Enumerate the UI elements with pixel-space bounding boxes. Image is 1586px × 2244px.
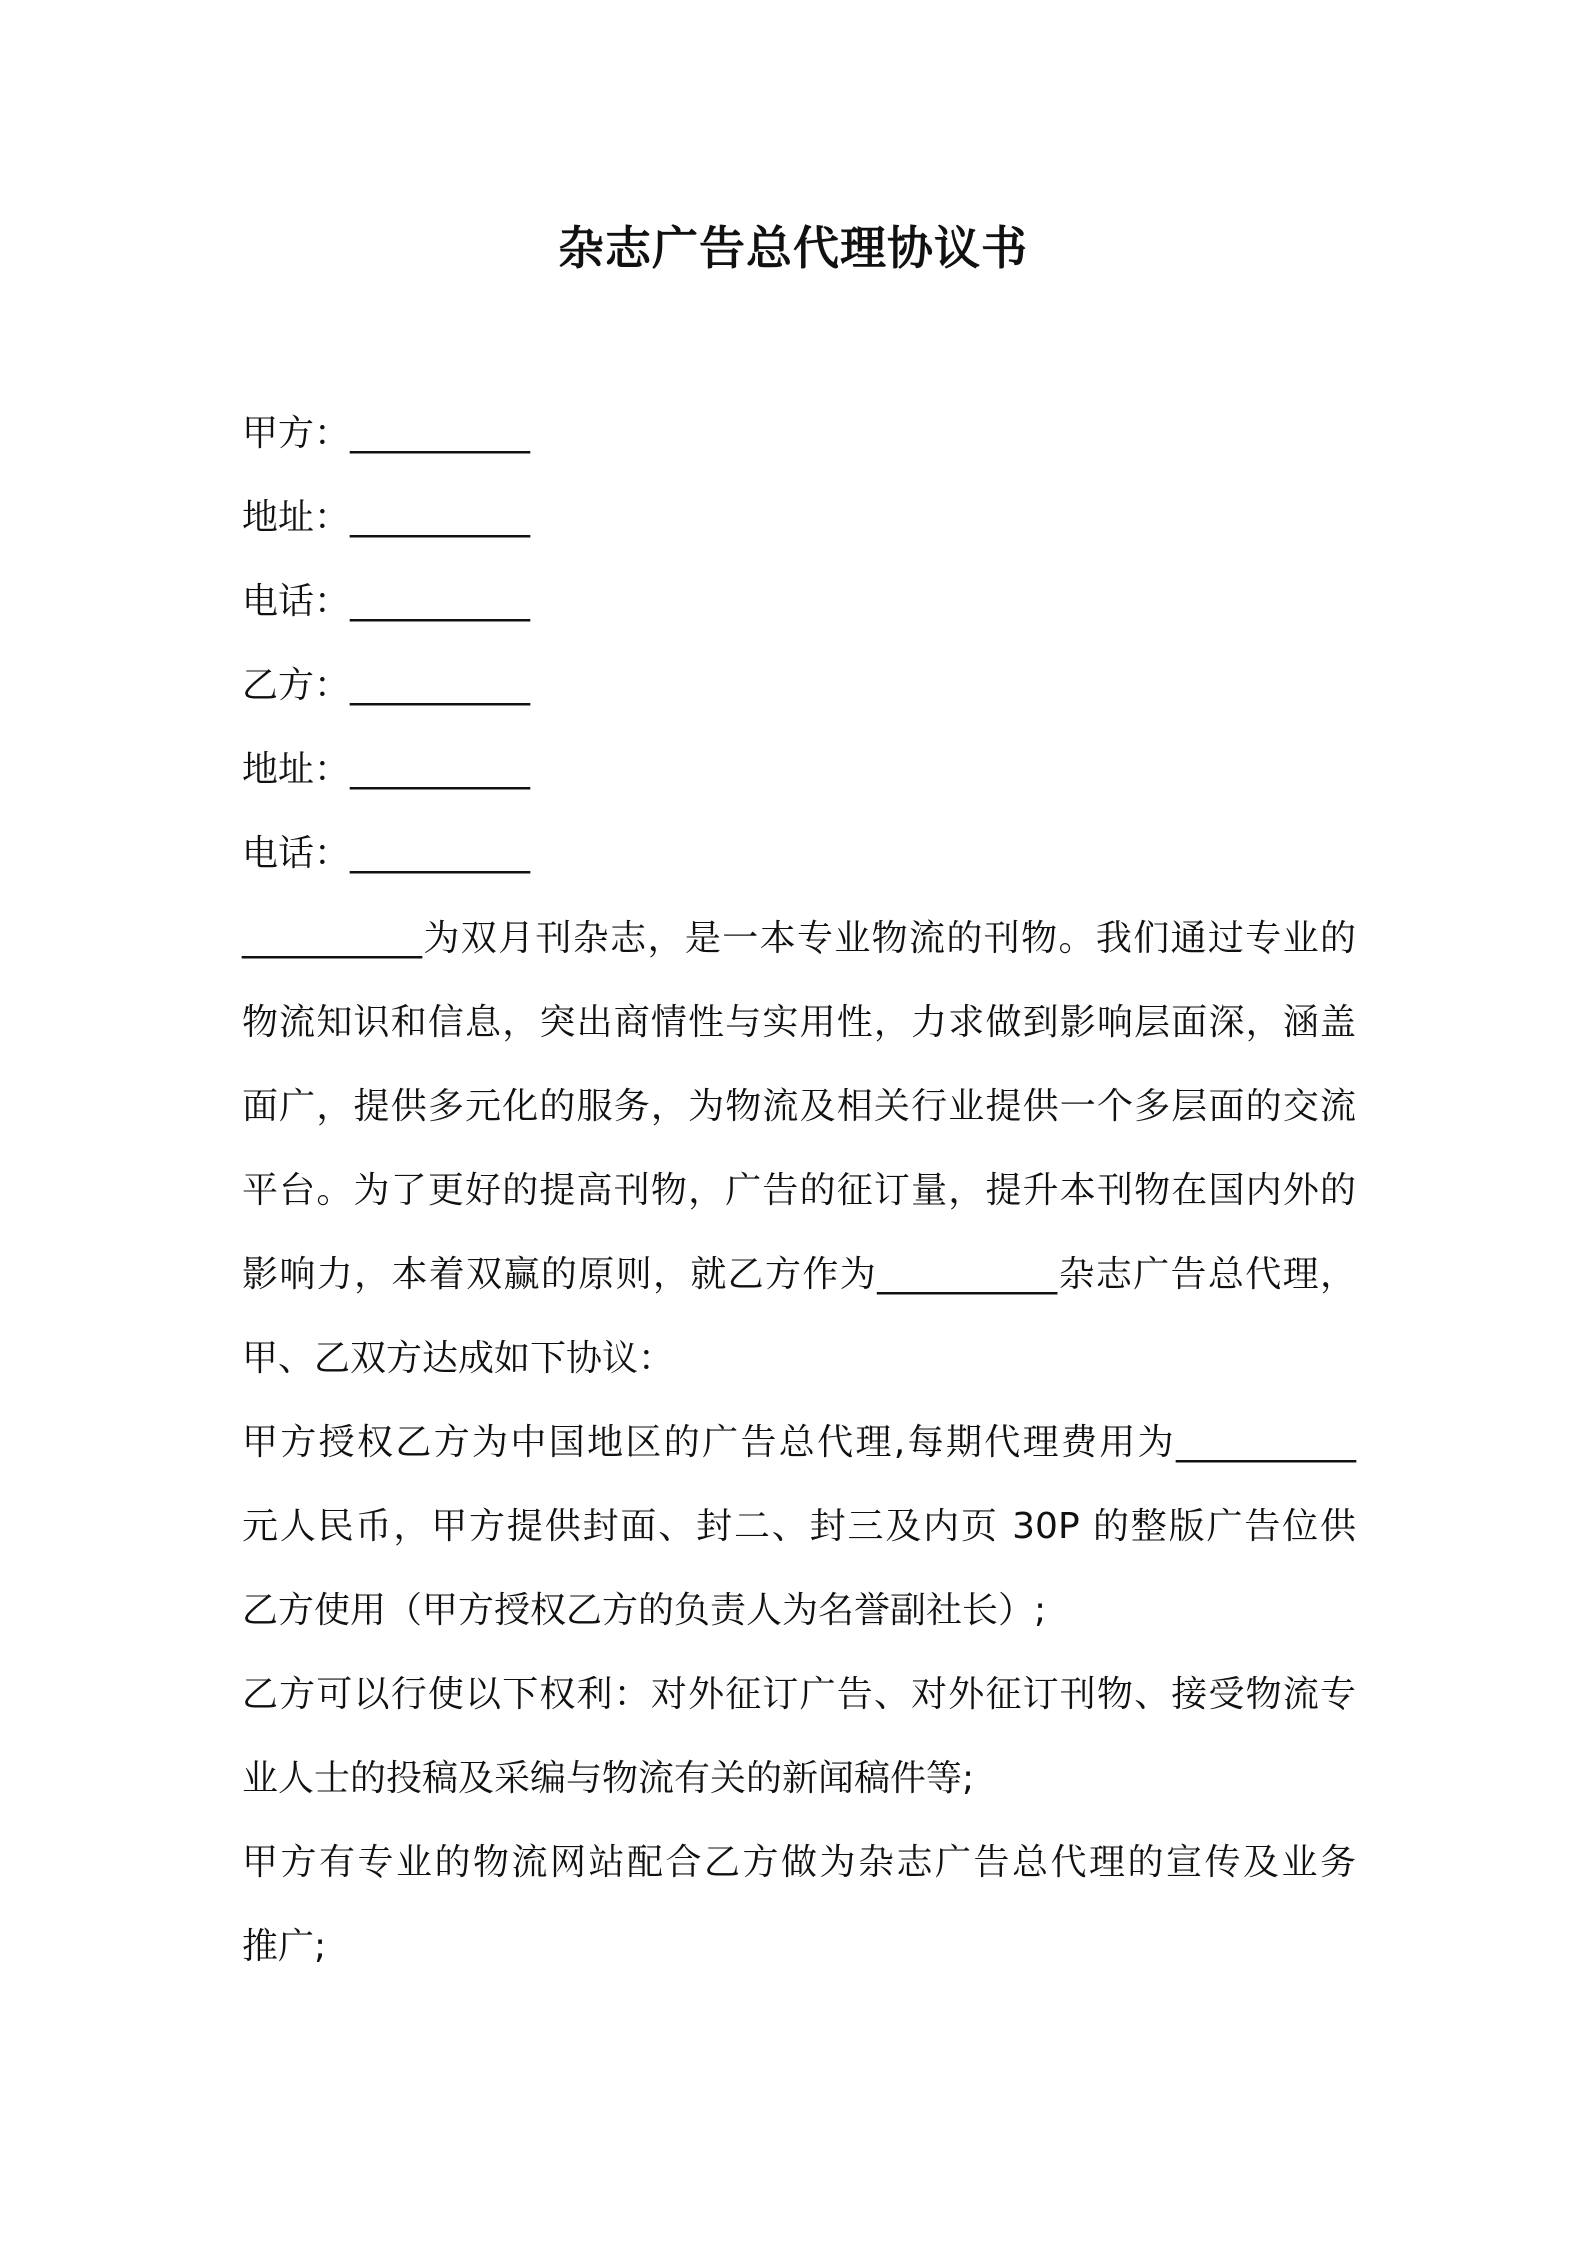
clause-2-line: 业人士的投稿及采编与物流有关的新闻稿件等; [242,1758,975,1799]
intro-line: __________为双月刊杂志，是一本专业物流的刊物。我们通过专业的 [242,918,1356,959]
party-a-name-field: 甲方：__________ [242,413,531,454]
clause-3-line: 甲方有专业的物流网站配合乙方做为杂志广告总代理的宣传及业务 [242,1842,1356,1883]
clause-1-line: 甲方授权乙方为中国地区的广告总代理,每期代理费用为__________ [242,1422,1356,1463]
clause-2-line: 乙方可以行使以下权利：对外征订广告、对外征订刊物、接受物流专 [242,1674,1356,1715]
party-a-phone-field: 电话：__________ [242,581,531,622]
party-b-address-field: 地址：__________ [242,749,531,790]
intro-line: 物流知识和信息，突出商情性与实用性，力求做到影响层面深，涵盖 [242,1002,1356,1043]
clause-1-line: 乙方使用（甲方授权乙方的负责人为名誉副社长）; [242,1590,1047,1631]
party-a-address-field: 地址：__________ [242,497,531,538]
intro-line: 平台。为了更好的提高刊物，广告的征订量，提升本刊物在国内外的 [242,1170,1356,1211]
intro-line: 甲、乙双方达成如下协议： [242,1338,675,1379]
intro-line: 面广，提供多元化的服务，为物流及相关行业提供一个多层面的交流 [242,1086,1356,1127]
party-b-name-field: 乙方：__________ [242,665,531,706]
clause-3-line: 推广; [242,1926,327,1967]
party-b-phone-field: 电话：__________ [242,833,531,874]
document-title: 杂志广告总代理协议书 [558,221,1028,275]
intro-line: 影响力，本着双赢的原则，就乙方作为__________杂志广告总代理， [242,1254,1356,1295]
clause-1-line: 元人民币，甲方提供封面、封二、封三及内页 30P 的整版广告位供 [242,1506,1356,1547]
